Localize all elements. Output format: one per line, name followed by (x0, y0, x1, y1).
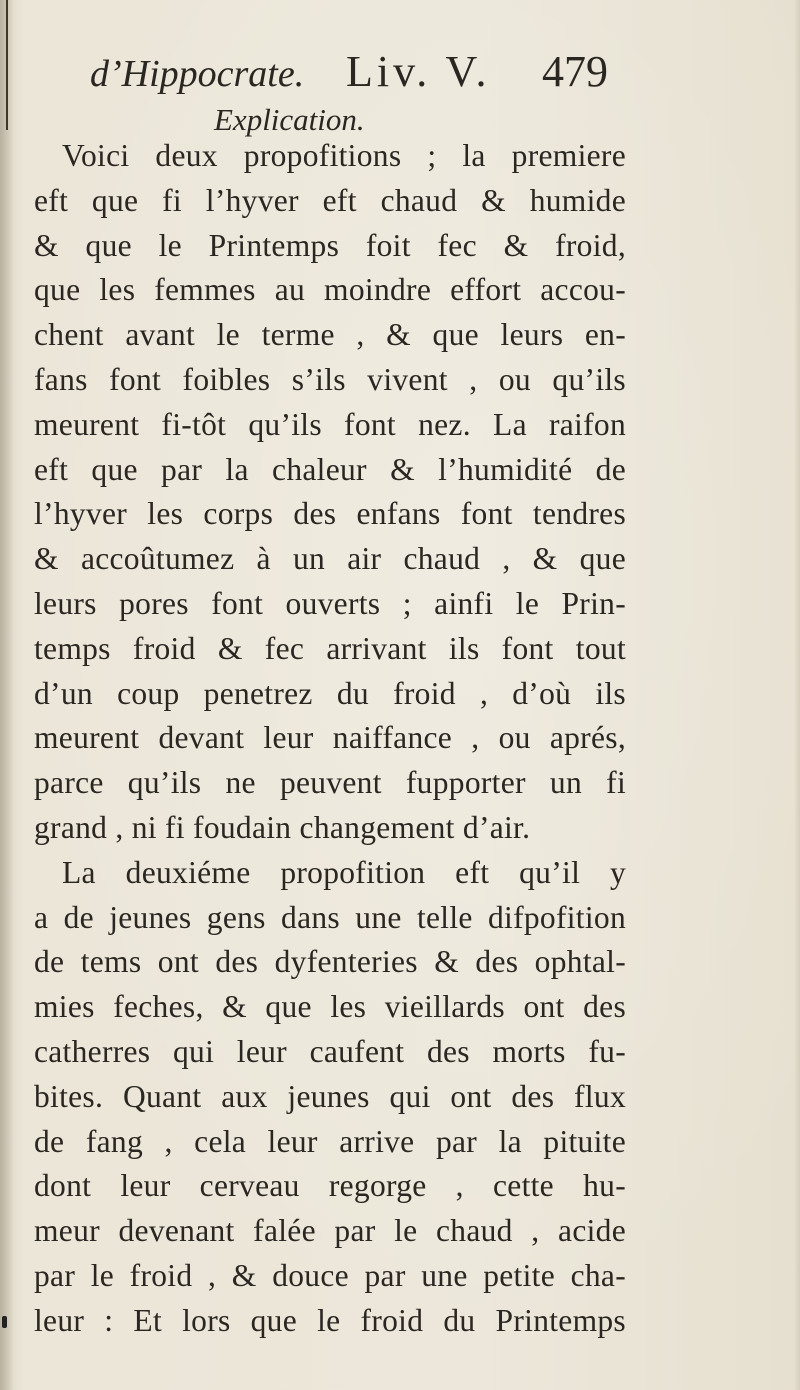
page-edge (794, 0, 800, 1390)
text-line: La deuxiéme propofition eft qu’il y (62, 854, 626, 890)
text-line: de fang , cela leur arrive par la pituite (34, 1123, 626, 1159)
text-line: & accoûtumez à un air chaud , & que (34, 541, 626, 577)
text-line: catherres qui leur caufent des morts fu- (34, 1033, 626, 1069)
text-line: meurent fi-tôt qu’ils font nez. La raifon (34, 406, 626, 442)
text-line: fans font foibles s’ils vivent , ou qu’ils (34, 361, 626, 397)
text-line: meur devenant falée par le chaud , acide (34, 1213, 626, 1249)
text-line: mies feches, & que les vieillards ont des (34, 989, 626, 1025)
gutter-shadow (0, 0, 14, 1390)
text-line: temps froid & fec arrivant ils font tout (34, 630, 626, 666)
body-text (34, 134, 626, 1344)
text-line: eft que par la chaleur & l’humidité de (34, 451, 626, 487)
text-line: leur : Et lors que le froid du Printemps (34, 1302, 626, 1338)
page-header (90, 42, 650, 112)
text-line: eft que fi l’hyver eft chaud & humide (34, 182, 626, 218)
text-line: par le froid , & douce par une petite cha- (34, 1257, 626, 1293)
section-heading: Explication. (214, 102, 365, 137)
text-line: Voici deux propofitions ; la premiere (62, 138, 626, 173)
page-number: 479 (542, 47, 608, 96)
text-line: grand , ni fi foudain changement d’air. (34, 809, 531, 845)
text-line: de tems ont des dyfenteries & des ophtal- (34, 944, 626, 980)
text-line: & que le Printemps foit fec & froid, (34, 227, 626, 263)
ink-mark (2, 1316, 7, 1328)
text-line: l’hyver les corps des enfans font tendres (34, 496, 626, 532)
text-line: leurs pores font ouverts ; ainfi le Prin- (34, 585, 626, 621)
text-line: dont leur cerveau regorge , cette hu- (34, 1168, 626, 1204)
text-line: meurent devant leur naiffance , ou aprés, (34, 720, 626, 756)
book-number: Liv. V. (346, 47, 491, 96)
text-line: a de jeunes gens dans une telle difpofition (34, 899, 626, 935)
text-line: d’un coup penetrez du froid , d’où ils (34, 675, 626, 711)
running-title: d’Hippocrate. (90, 53, 305, 95)
text-line: parce qu’ils ne peuvent fupporter un fi (34, 765, 626, 801)
text-line: bites. Quant aux jeunes qui ont des flux (34, 1078, 626, 1114)
text-line: que les femmes au moindre effort accou- (34, 272, 626, 308)
text-line: chent avant le terme , & que leurs en- (34, 317, 626, 353)
binding-line (6, 0, 8, 130)
